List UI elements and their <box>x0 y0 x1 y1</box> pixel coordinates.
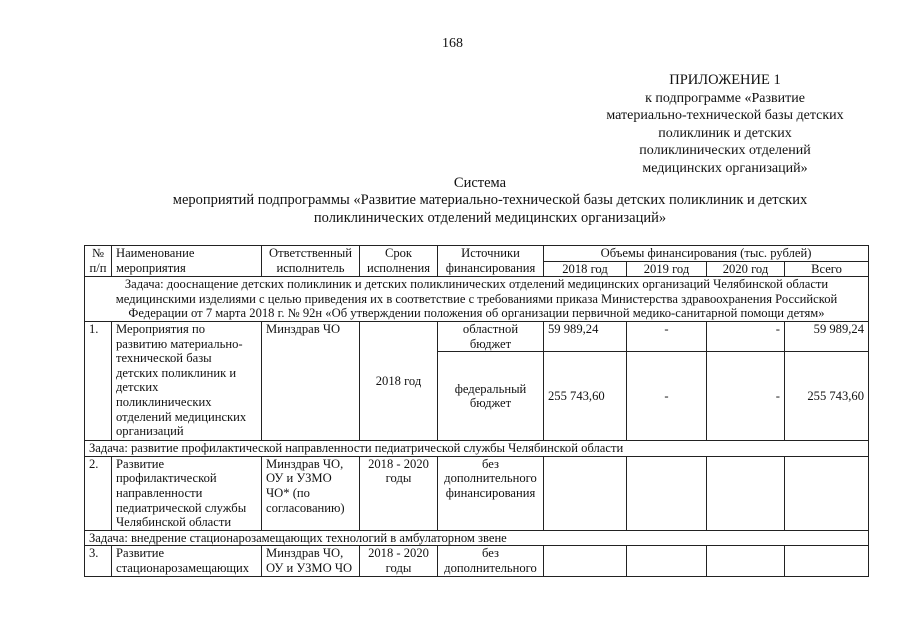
row-value-2020 <box>707 546 785 577</box>
row-value-2018: 255 743,60 <box>544 352 627 441</box>
row-value-total <box>785 546 869 577</box>
appendix-block <box>560 72 890 177</box>
row-source: без дополнительного финансирования <box>438 456 544 530</box>
row-value-2019 <box>627 456 707 530</box>
header-responsible: Ответственный <box>262 246 360 262</box>
header-row <box>85 261 869 277</box>
header-source: Источники <box>438 246 544 262</box>
row-responsible: Минздрав ЧО, ОУ и УЗМО ЧО <box>262 546 360 577</box>
row-term: 2018 - 2020 годы <box>360 456 438 530</box>
appendix-line: поликлиник и детских <box>658 125 792 141</box>
row-value-total <box>785 456 869 530</box>
row-responsible: Минздрав ЧО, ОУ и УЗМО ЧО* (по согласованию) <box>262 456 360 530</box>
row-value-2020: - <box>707 352 785 441</box>
row-source: без дополнительного <box>438 546 544 577</box>
row-number: 3. <box>85 546 112 577</box>
task-row <box>85 441 869 457</box>
table-row <box>85 456 869 530</box>
row-value-2019 <box>627 546 707 577</box>
header-term: Срок <box>360 246 438 262</box>
table-row <box>85 546 869 577</box>
header-row <box>85 246 869 262</box>
header-total: Всего <box>785 261 869 277</box>
task-text: Задача: развитие профилактической направленности педиатрической службы Челябинской области <box>85 441 869 457</box>
row-name: Развитие стационарозамещающих <box>112 546 262 577</box>
row-value-2019: - <box>627 321 707 351</box>
row-value-2020: - <box>707 321 785 351</box>
row-name: Мероприятия по развитию материально-технической базы детских поликлиник и детских поликлинических отделений медицинских организаций <box>112 321 262 440</box>
header-num: № <box>85 246 112 262</box>
header-year: 2019 год <box>627 261 707 277</box>
task-text: Задача: внедрение стационарозамещающих технологий в амбулаторном звене <box>85 530 869 546</box>
header-num: п/п <box>85 261 112 277</box>
document-title: Система <box>453 175 507 191</box>
row-source: областной бюджет <box>438 321 544 351</box>
row-value-total: 255 743,60 <box>785 352 869 441</box>
appendix-line: поликлинических отделений <box>639 143 811 158</box>
appendix-line: к подпрограмме «Развитие <box>645 90 805 106</box>
task-row <box>85 530 869 546</box>
table-row <box>85 321 869 351</box>
row-value-2018: 59 989,24 <box>544 321 627 351</box>
measures-table <box>84 245 869 577</box>
row-value-2020 <box>707 456 785 530</box>
task-row <box>85 277 869 322</box>
header-name: Наименование <box>112 246 262 262</box>
row-term: 2018 год <box>360 321 438 440</box>
header-source: финансирования <box>438 261 544 277</box>
row-source: федеральный бюджет <box>438 352 544 441</box>
row-term: 2018 - 2020 годы <box>360 546 438 577</box>
row-value-2019: - <box>627 352 707 441</box>
row-value-2018 <box>544 456 627 530</box>
header-year: 2020 год <box>707 261 785 277</box>
header-year: 2018 год <box>544 261 627 277</box>
header-responsible: исполнитель <box>262 261 360 277</box>
appendix-line: медицинских организаций» <box>642 160 808 176</box>
header-term: исполнения <box>360 261 438 277</box>
appendix-line: материально-технической базы детских <box>606 108 844 123</box>
row-value-total: 59 989,24 <box>785 321 869 351</box>
page-number: 168 <box>442 36 463 51</box>
task-text: Задача: дооснащение детских поликлиник и детских поликлинических отделений медицинских организаций Челябинской области медицинскими изделиями с целью приведения их в соответствие с требованиями приказа Министерства здравоохранения Российской Федерации от 7 марта 2018 г. № 92н «Об утверждении положения об организации первичной медико-санитарной помощи детям» <box>85 277 869 322</box>
appendix-title: ПРИЛОЖЕНИЕ 1 <box>669 72 781 88</box>
row-number: 2. <box>85 456 112 530</box>
row-name: Развитие профилактической направленности педиатрической службы Челябинской области <box>112 456 262 530</box>
row-value-2018 <box>544 546 627 577</box>
header-funding: Объемы финансирования (тыс. рублей) <box>544 246 869 262</box>
row-responsible: Минздрав ЧО <box>262 321 360 440</box>
document-subtitle: мероприятий подпрограммы «Развитие материально-технической базы детских поликлиник и детских поликлинических отделений медицинских организаций» <box>172 192 808 226</box>
header-name: мероприятия <box>112 261 262 277</box>
row-number: 1. <box>85 321 112 440</box>
